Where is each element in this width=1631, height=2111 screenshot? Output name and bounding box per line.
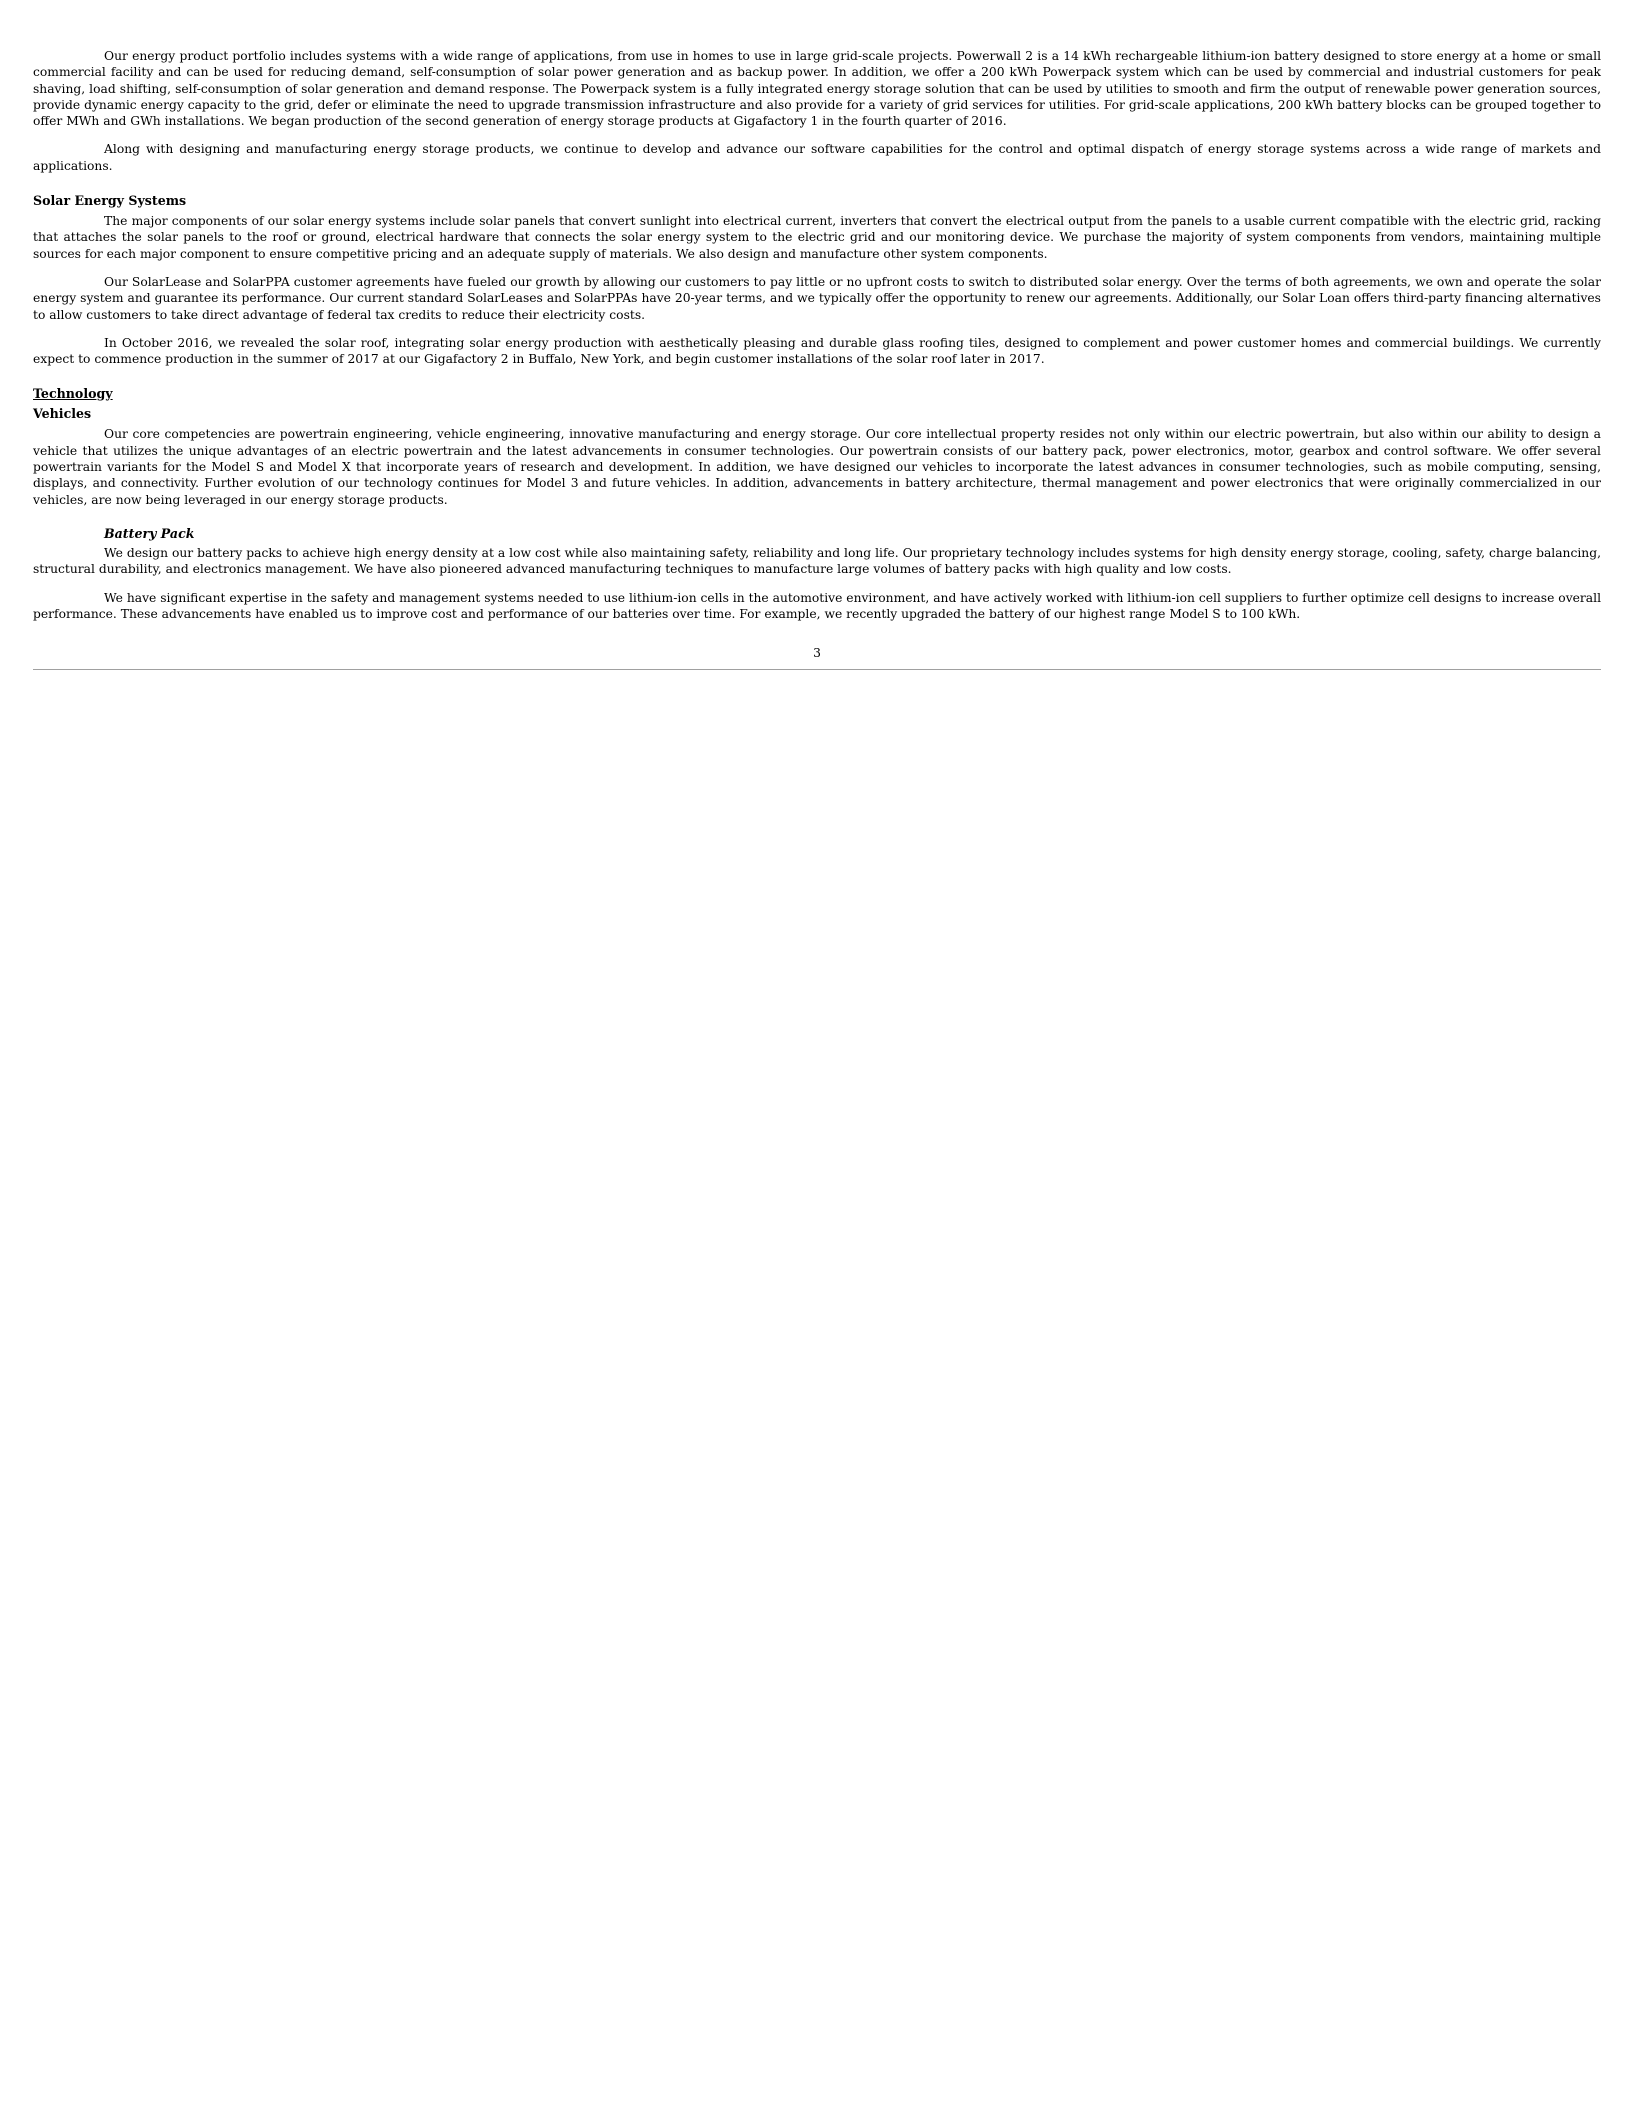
energy-software-paragraph: Along with designing and manufacturing energy storage products, we continue to develop and advance our software capabilities for the control and optimal dispatch of energy storage systems across a wide range of markets and applications. <box>33 142 1601 173</box>
solar-energy-systems-heading: Solar Energy Systems <box>33 193 187 209</box>
page-number: 3 <box>813 646 821 661</box>
solar-roof-paragraph: In October 2016, we revealed the solar roof, integrating solar energy production with aesthetically pleasing and durable glass roofing tiles, designed to complement and power customer homes and commercial buildings. We currently expect to commence production in the summer of 2017 at our Gigafactory 2 in Buffalo, New York, and begin customer installations of the solar roof later in 2017. <box>33 335 1601 367</box>
solar-agreements-paragraph: Our SolarLease and SolarPPA customer agreements have fueled our growth by allowing our customers to pay little or no upfront costs to switch to distributed solar energy. Over the terms of both agreements, we own and operate the solar energy system and guarantee its performance. Our current standard SolarLeases and SolarPPAs have 20-year terms, and we typically offer the opportunity to renew our agreements. Additionally, our Solar Loan offers third-party financing alternatives to allow customers to take direct advantage of federal tax credits to reduce their electricity costs. <box>33 274 1601 322</box>
technology-heading: Technology <box>33 386 113 402</box>
battery-design-paragraph: We design our battery packs to achieve high energy density at a low cost while also maintaining safety, reliability and long life. Our proprietary technology includes systems for high density energy storage, cooling, safety, charge balancing, structural durability, and electronics management. We have also pioneered advanced manufacturing techniques to manufacture large volumes of battery packs with high quality and low costs. <box>33 545 1601 577</box>
energy-portfolio-paragraph: Our energy product portfolio includes systems with a wide range of applications, from use in homes to use in large grid-scale projects. Powerwall 2 is a 14 kWh rechargeable lithium-ion battery designed to store energy at a home or small commercial facility and can be used for reducing demand, self-consumption of solar power generation and as backup power. In addition, we offer a 200 kWh Powerpack system which can be used by commercial and industrial customers for peak shaving, load shifting, self-consumption of solar generation and demand response. The Powerpack system is a fully integrated energy storage solution that can be used by utilities to smooth and firm the output of renewable power generation sources, provide dynamic energy capacity to the grid, defer or eliminate the need to upgrade transmission infrastructure and also provide for a variety of grid services for utilities. For grid-scale applications, 200 kWh battery blocks can be grouped together to offer MWh and GWh installations. We began production of the second generation of energy storage products at Gigafactory 1 in the fourth quarter of 2016. <box>33 49 1601 129</box>
battery-expertise-paragraph: We have significant expertise in the safety and management systems needed to use lithium-ion cells in the automotive environment, and have actively worked with lithium-ion cell suppliers to further optimize cell designs to increase overall performance. These advancements have enabled us to improve cost and performance of our batteries over time. For example, we recently upgraded the battery of our highest range Model S to 100 kWh. <box>33 590 1601 621</box>
vehicles-paragraph: Our core competencies are powertrain engineering, vehicle engineering, innovative manufacturing and energy storage. Our core intellectual property resides not only within our electric powertrain, but also within our ability to design a vehicle that utilizes the unique advantages of an electric powertrain and the latest advancements in consumer technologies. Our powertrain consists of our battery pack, power electronics, motor, gearbox and control software. We offer several powertrain variants for the Model S and Model X that incorporate years of research and development. In addition, we have designed our vehicles to incorporate the latest advances in consumer technologies, such as mobile computing, sensing, displays, and connectivity. Further evolution of our technology continues for Model 3 and future vehicles. In addition, advancements in battery architecture, thermal management and power electronics that were originally commercialized in our vehicles, are now being leveraged in our energy storage products. <box>33 427 1601 507</box>
solar-components-paragraph: The major components of our solar energy systems include solar panels that convert sunlight into electrical current, inverters that convert the electrical output from the panels to a usable current compatible with the electric grid, racking that attaches the solar panels to the roof or ground, electrical hardware that connects the solar energy system to the electric grid and our monitoring device. We purchase the majority of system components from vendors, maintaining multiple sources for each major component to ensure competitive pricing and an adequate supply of materials. We also design and manufacture other system components. <box>33 214 1601 261</box>
vehicles-heading: Vehicles <box>33 406 92 422</box>
page-divider <box>33 669 1601 670</box>
battery-pack-heading: Battery Pack <box>104 525 195 541</box>
document-page <box>33 48 1601 670</box>
